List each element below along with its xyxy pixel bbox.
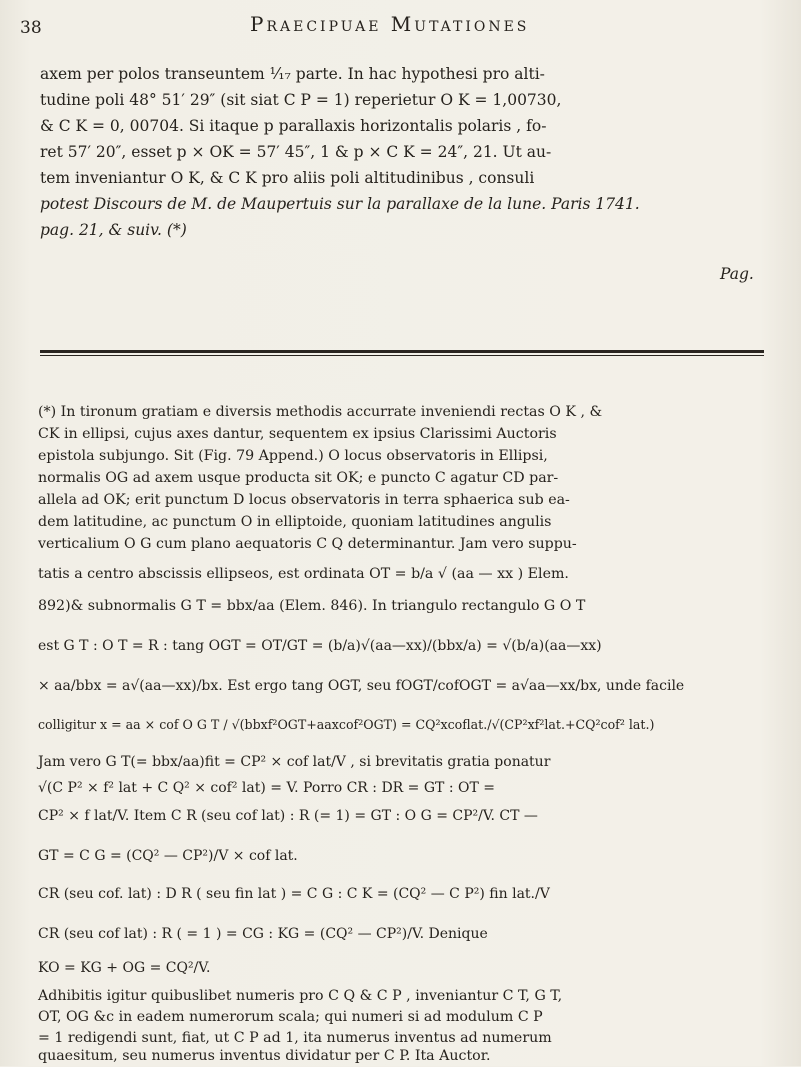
- footnote-formula-9: CR (seu cof lat) : R ( = 1 ) = CG : KG = (CQ² — CP²)/V. Denique: [38, 926, 488, 942]
- footnote-line-2: CK in ellipsi, cujus axes dantur, sequentem ex ipsius Clarissimi Auctoris: [38, 426, 557, 442]
- footnote-formula-7: GT = C G = (CQ² — CP²)/V × cof lat.: [38, 848, 298, 864]
- footnote-rule-thin: [40, 355, 764, 356]
- footnote-formula-1: est G T : O T = R : tang OGT = OT/GT = (b/a)√(aa—xx)/(bbx/a) = √(b/a)(aa—xx): [38, 638, 602, 654]
- footnote-line-6: dem latitudine, ac punctum O in elliptoide, quoniam latitudines angulis: [38, 514, 552, 530]
- main-line-1: axem per polos transeuntem ¹⁄₁₇ parte. In hac hypothesi pro alti-: [40, 65, 545, 83]
- catchword: Pag.: [720, 265, 754, 283]
- footnote-formula-8: CR (seu cof. lat) : D R ( seu fin lat ) = C G : C K = (CQ² — C P²) fin lat./V: [38, 886, 550, 902]
- footnote-line-5: allela ad OK; erit punctum D locus observatoris in terra sphaerica sub ea-: [38, 492, 570, 508]
- footnote-line-9: 892)& subnormalis G T = bbx/aa (Elem. 846). In triangulo rectangulo G O T: [38, 598, 586, 614]
- footnote-formula-4: Jam vero G T(= bbx/aa)fit = CP² × cof lat/V , si brevitatis gratia ponatur: [38, 754, 551, 770]
- main-line-3: & C K = 0, 00704. Si itaque p parallaxis horizontalis polaris , fo-: [40, 117, 547, 135]
- footnote-line-23: quaesitum, seu numerus inventus dividatur per C P. Ita Auctor.: [38, 1048, 491, 1064]
- footnote-formula-10: KO = KG + OG = CQ²/V.: [38, 960, 211, 976]
- running-title: Praecipuae Mutationes: [250, 12, 530, 36]
- footnote-line-22: = 1 redigendi sunt, fiat, ut C P ad 1, ita numerus inventus ad numerum: [38, 1030, 552, 1046]
- main-line-2: tudine poli 48° 51′ 29″ (sit siat C P = 1) reperietur O K = 1,00730,: [40, 91, 562, 109]
- main-line-7: pag. 21, & suiv. (*): [40, 221, 187, 239]
- footnote-rule: [40, 350, 764, 353]
- footnote-line-7: verticalium O G cum plano aequatoris C Q determinantur. Jam vero suppu-: [38, 536, 577, 552]
- footnote-formula-2: × aa/bbx = a√(aa—xx)/bx. Est ergo tang OGT, seu fOGT/cofOGT = a√aa—xx/bx, unde facile: [38, 678, 685, 694]
- footnote-formula-3: colligitur x = aa × cof O G T / √(bbxf²OGT+aaxcof²OGT) = CQ²xcoflat./√(CP²xf²lat.+CQ²cof² lat.): [38, 717, 655, 732]
- main-line-5: tem inveniantur O K, & C K pro aliis poli altitudinibus , consuli: [40, 169, 535, 187]
- main-line-6: potest Discours de M. de Maupertuis sur la parallaxe de la lune. Paris 1741.: [40, 195, 640, 213]
- footnote-line-4: normalis OG ad axem usque producta sit OK; e puncto C agatur CD par-: [38, 470, 559, 486]
- main-line-4: ret 57′ 20″, esset p × OK = 57′ 45″, 1 & p × C K = 24″, 21. Ut au-: [40, 143, 552, 161]
- footnote-formula-5: √(C P² × f² lat + C Q² × cof² lat) = V. Porro CR : DR = GT : OT =: [38, 780, 495, 796]
- page-number: 38: [20, 18, 42, 38]
- footnote-line-8: tatis a centro abscissis ellipseos, est ordinata OT = b/a √ (aa — xx ) Elem.: [38, 566, 569, 582]
- footnote-line-3: epistola subjungo. Sit (Fig. 79 Append.) O locus observatoris in Ellipsi,: [38, 448, 548, 464]
- footnote-line-21: OT, OG &c in eadem numerorum scala; qui numeri si ad modulum C P: [38, 1009, 543, 1025]
- footnote-line-20: Adhibitis igitur quibuslibet numeris pro C Q & C P , inveniantur C T, G T,: [38, 988, 563, 1004]
- footnote-formula-6: CP² × f lat/V. Item C R (seu cof lat) : R (= 1) = GT : O G = CP²/V. CT —: [38, 808, 538, 824]
- footnote-line-1: (*) In tironum gratiam e diversis methodis accurrate inveniendi rectas O K , &: [38, 404, 603, 420]
